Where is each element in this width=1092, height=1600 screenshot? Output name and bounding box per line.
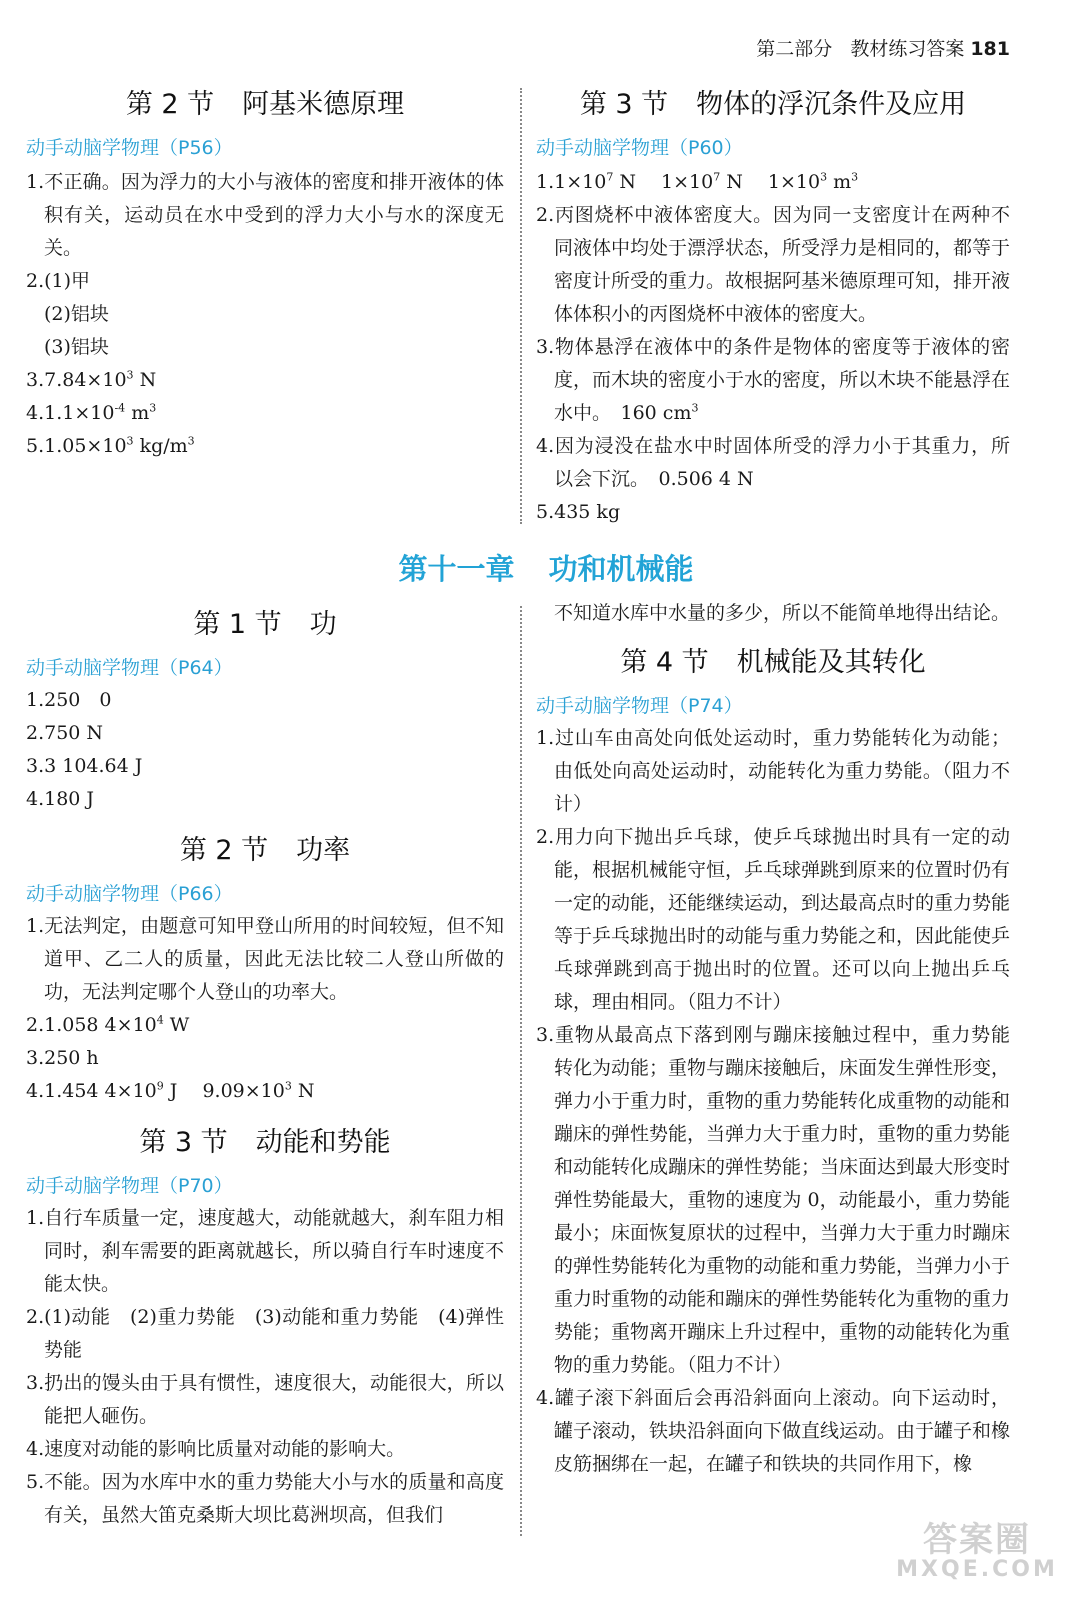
left-bottom-column xyxy=(26,602,504,1532)
answer-item: 4.180 J xyxy=(26,788,95,810)
exercise-label: 动手动脑学物理（P60） xyxy=(536,137,743,159)
column-divider xyxy=(520,88,522,524)
answer-item: 1.不正确。因为浮力的大小与液体的密度和排开液体的体积有关，运动员在水中受到的浮力大小与水的深度无关。 xyxy=(26,171,504,259)
page-header xyxy=(756,34,1010,61)
answer-subitem: (3)铝块 xyxy=(44,336,109,358)
exercise-label: 动手动脑学物理（P66） xyxy=(26,883,233,905)
section-heading: 第 3 节 物体的浮沉条件及应用 xyxy=(579,89,967,120)
answer-subitem: (2)铝块 xyxy=(44,303,109,325)
section-heading: 第 1 节 功 xyxy=(193,609,337,640)
answer-item: 3.物体悬浮在液体中的条件是物体的密度等于液体的密度，而木块的密度小于水的密度，所以木块不能悬浮在水中。 160 $cm^3$ xyxy=(536,336,1011,424)
answer-item: 5.435 kg xyxy=(536,501,621,523)
column-divider xyxy=(520,606,522,1536)
answer-item: 2.(1)甲 xyxy=(26,270,91,292)
answer-item: $3.7.84\times 10^3$ N xyxy=(26,368,157,391)
header-title: 教材练习答案 xyxy=(850,38,965,60)
section-heading: 第 2 节 阿基米德原理 xyxy=(125,89,405,120)
answer-item: 3.250 h xyxy=(26,1047,99,1069)
answer-item: 5.不能。因为水库中水的重力势能大小与水的质量和高度有关，虽然大笛克桑斯大坝比葛洲坝高，但我们 xyxy=(26,1471,504,1526)
answer-item: 4.1.454 $4\times 10^9$ J $9.09\times 10^3$ N xyxy=(26,1079,315,1102)
answer-item: 3.扔出的馒头由于具有惯性，速度很大，动能很大，所以能把人砸伤。 xyxy=(26,1372,504,1427)
answer-item: $4.1.1\times 10^{-4}$ $m^3$ xyxy=(26,401,157,424)
exercise-label: 动手动脑学物理（P70） xyxy=(26,1175,233,1197)
answer-continuation: 不知道水库中水量的多少，所以不能简单地得出结论。 xyxy=(554,602,1011,624)
right-top-column xyxy=(536,82,1010,529)
answer-item: 2.丙图烧杯中液体密度大。因为同一支密度计在两种不同液体中均处于漂浮状态，所受浮力是相同的，都等于密度计所受的重力。故根据阿基米德原理可知，排开液体体积小的丙图烧杯中液体的密度大。 xyxy=(536,204,1011,325)
exercise-label: 动手动脑学物理（P74） xyxy=(536,695,743,717)
answer-item: 2.1.058 $4\times 10^4$ W xyxy=(26,1013,190,1036)
answer-item: 2.(1)动能 (2)重力势能 (3)动能和重力势能 (4)弹性势能 xyxy=(26,1306,504,1361)
answer-item: 1.250 0 xyxy=(26,689,112,711)
answer-item: 4.罐子滚下斜面后会再沿斜面向上滚动。向下运动时，罐子滚动，铁块沿斜面向下做直线运动。由于罐子和橡皮筋捆绑在一起，在罐子和铁块的共同作用下，橡 xyxy=(536,1387,1011,1475)
answer-item: 4.速度对动能的影响比质量对动能的影响大。 xyxy=(26,1438,406,1460)
watermark-logo: 答案圈 MXQE.COM xyxy=(896,1520,1058,1582)
section-heading: 第 3 节 动能和势能 xyxy=(139,1127,391,1158)
exercise-label: 动手动脑学物理（P56） xyxy=(26,137,233,159)
answer-item: 1.无法判定，由题意可知甲登山所用的时间较短，但不知道甲、乙二人的质量，因此无法比较二人登山所做的功，无法判定哪个人登山的功率大。 xyxy=(26,915,504,1003)
answer-item: 2.用力向下抛出乒乓球，使乒乓球抛出时具有一定的动能，根据机械能守恒，乒乓球弹跳到原来的位置时仍有一定的动能，还能继续运动，到达最高点时的重力势能等于乒乓球抛出时的动能与重力势能之和，因此能使乒乓球弹跳到高于抛出时的位置。还可以向上抛出乒乓球，理由相同。（阻力不计） xyxy=(536,826,1011,1013)
section-heading: 第 4 节 机械能及其转化 xyxy=(620,647,926,678)
answer-item: 3.3 104.64 J xyxy=(26,755,143,777)
answer-item: 2.750 N xyxy=(26,722,104,744)
answer-item: $5.1.05\times 10^3$ $kg/m^3$ xyxy=(26,434,195,457)
answer-item: 1.过山车由高处向低处运动时，重力势能转化为动能；由低处向高处运动时，动能转化为重力势能。（阻力不计） xyxy=(536,727,1010,815)
header-section: 第二部分 xyxy=(756,38,833,60)
right-bottom-column xyxy=(536,597,1010,1481)
page-number: 181 xyxy=(970,38,1010,60)
left-top-column xyxy=(26,82,504,463)
chapter-title: 第十一章 功和机械能 xyxy=(398,552,694,586)
answer-item: 4.因为浸没在盐水中时固体所受的浮力小于其重力，所以会下沉。 0.506 4 N xyxy=(536,435,1010,490)
answer-item: 3.重物从最高点下落到刚与蹦床接触过程中，重力势能转化为动能；重物与蹦床接触后，床面发生弹性形变，弹力小于重力时，重物的重力势能转化成重物的动能和蹦床的弹性势能，当弹力大于重力时，重物的重力势能和动能转化成蹦床的弹性势能；当床面达到最大形变时弹性势能最大，重物的速度为 0，动能最小，重力势能最小；床面恢复原状的过程中，当弹力大于重力时蹦床的弹性势能转化为重物的动能和重力势能，当弹力小于重力时重物的动能和蹦床的弹性势能转化为重物的重力势能；重物离开蹦床上升过程中，重物的动能转化为重物的重力势能。（阻力不计） xyxy=(536,1024,1011,1376)
answer-item: 1.自行车质量一定，速度越大，动能就越大，刹车阻力相同时，刹车需要的距离就越长，所以骑自行车时速度不能太快。 xyxy=(26,1207,504,1295)
answer-item: $1.1\times 10^7$ N $1\times 10^7$ N $1\times 10^3$ $m^3$ xyxy=(536,170,859,193)
section-heading: 第 2 节 功率 xyxy=(179,835,351,866)
exercise-label: 动手动脑学物理（P64） xyxy=(26,657,233,679)
